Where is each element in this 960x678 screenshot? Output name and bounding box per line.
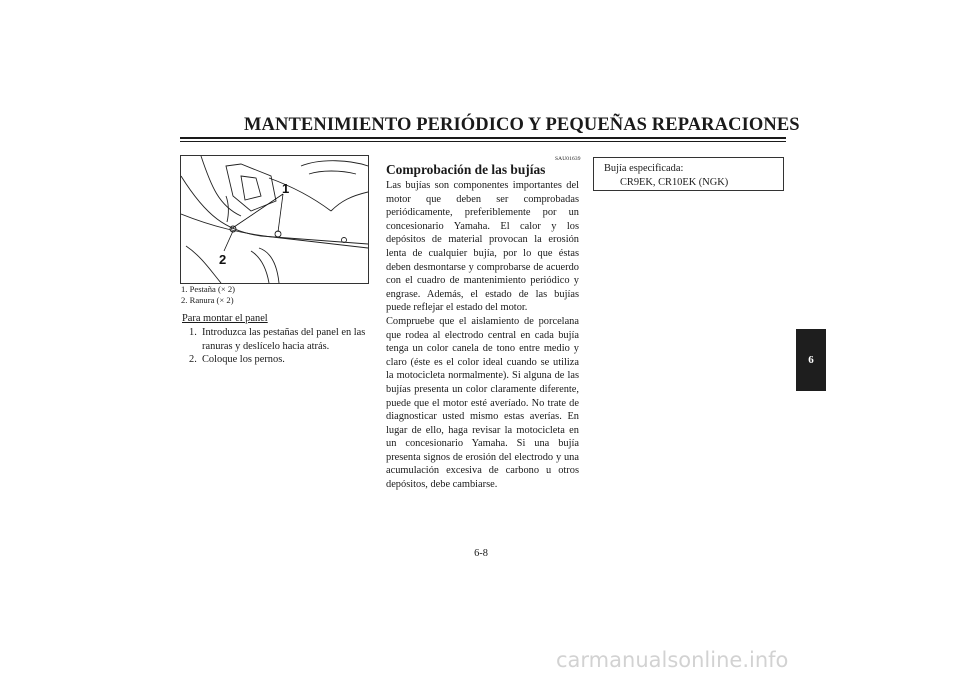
body-paragraph: Compruebe que el aislamiento de porcelana que rodea al electrodo central en cada bujía tenga un color canela de tono entre medio y claro (éste es el color ideal cuando se utiliza la motocicleta normalmente). Si alguna de las bujías presenta un color claramente diferente, puede que el motor esté averíado. No trate de diagnosticar usted mismo estas averías. En lugar de ello, haga revisar la motocicleta en un concesionario Yamaha. Si una bujía presenta signos de erosión del electrodo y una acumulación excesiva de carbono u otros depósitos, debe cambiarse. (386, 315, 579, 491)
figure-captions (181, 284, 371, 306)
step-number: 1. (189, 326, 197, 338)
caption-tab: 1. Pestaña (× 2) (181, 284, 236, 294)
page-number: 6-8 (474, 548, 488, 559)
spec-label: Bujía especificada: (604, 163, 684, 174)
section-heading: Comprobación de las bujías (386, 162, 546, 177)
chapter-number: 6 (808, 354, 814, 366)
panel-illustration-drawing (181, 156, 368, 283)
header-rule-thick (180, 137, 786, 139)
caption-slot: 2. Ranura (× 2) (181, 295, 234, 305)
procedure-step (182, 353, 377, 367)
panel-illustration (180, 155, 369, 284)
page-header-title: MANTENIMIENTO PERIÓDICO Y PEQUEÑAS REPARACIONES (244, 115, 800, 135)
section-body (386, 179, 579, 492)
body-paragraph: Las bujías son componentes importantes del motor que deben ser comprobadas periódicamente, preferiblemente por un concesionario Yamaha. El calor y los depósitos de material provocan la erosión lenta de cualquier bujía, por lo que éstas deben desmontarse y comprobarse de acuerdo con el cuadro de mantenimiento periódico y engrase. Además, el estado de las bujías puede reflejar el estado del motor. (386, 180, 579, 314)
callout-2: 2 (219, 252, 227, 267)
procedure-step (182, 326, 377, 354)
step-text: Coloque los pernos. (202, 354, 285, 366)
section-code: SAU01639 (555, 156, 581, 162)
spec-box (593, 157, 784, 191)
step-text: Introduzca las pestañas del panel en las ranuras y deslícelo hacia atrás. (202, 326, 366, 352)
header-rule-thin (180, 141, 786, 142)
step-number: 2. (189, 354, 197, 366)
procedure (182, 312, 377, 367)
watermark: carmanualsonline.info (556, 648, 789, 672)
procedure-title: Para montar el panel (182, 313, 268, 324)
spec-value: CR9EK, CR10EK (NGK) (620, 176, 729, 188)
callout-1: 1 (282, 181, 290, 196)
chapter-tab (796, 329, 826, 391)
